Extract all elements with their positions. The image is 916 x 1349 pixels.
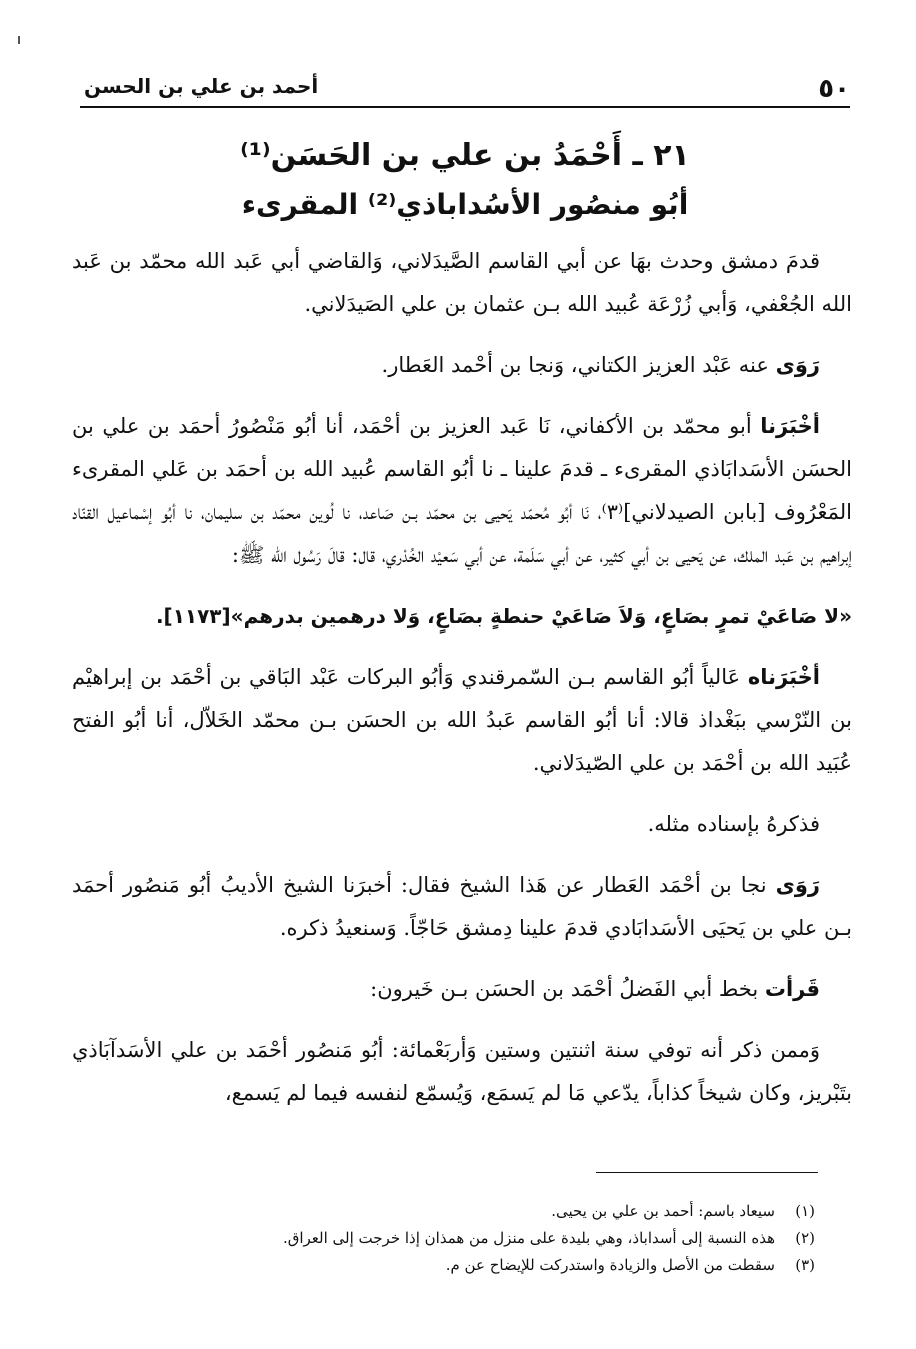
paragraph: [72, 968, 852, 1011]
footnote-divider: [596, 1172, 818, 1173]
footnote: [200, 1198, 815, 1225]
hadith-text: «لا صَاعَيْ تمرٍ بصَاعٍ، وَلاَ صَاعَيْ حنطةٍ بصَاعٍ، وَلا درهمين بدرهم»[١١٧٣].: [155, 604, 852, 628]
footnote-text: سقطت من الأصل والزيادة واستدركت للإيضاح عن م.: [445, 1256, 775, 1274]
footnotes: [200, 1198, 815, 1279]
paragraph-text: وَممن ذكر أنه توفي سنة اثنتين وستين وَأربَعْمائة: أبُو مَنصُور أحْمَد بن علي الأسَدآبَاذي بتَبْريز، وكان شيخاً كذاباً، يدّعي مَا لم يَسمَع، وَيُسمّع لنفسه فيما لم يَسمع،: [72, 1038, 852, 1105]
paragraph-lead: قَرأت: [764, 977, 820, 1001]
footnote: [200, 1252, 815, 1279]
paragraph: [72, 656, 852, 785]
footnote-number: (٣): [795, 1256, 815, 1274]
entry-title: ٢١ ـ أَحْمَدُ بن علي بن الحَسَن⁽¹⁾: [240, 138, 690, 173]
footnote: [200, 1225, 815, 1252]
paragraph-text: أبو محمّد بن الأكفاني، نَا عَبد العزيز بن أحْمَد، أنا أبُو مَنْصُورُ أحمَد بن علي بن الحسَن الأسَدابَاذي المقرىء ـ قدمَ علينا ـ نا أبُو القاسم عُبيد الله بن أحمَد بن عَلي المقرىء المَعْرُوف [بابن الصيدلاني]⁽٣⁾، نَا أبُو مُحمّد يَحيى بن محمّد بـن صَاعد، نا لُوين محمّد بن سليمان، نا أبُو إسْماعيل القنّاد إبراهيم بن عَبد الملك، عن يَحيى بن أبي كثير، عن أبي سَلَمة، عن أبي سَعيْد الخُدْري، قال: قالَ رَسُول الله ﷺ:: [72, 414, 852, 567]
paragraph-text: نجا بن أحْمَد العَطار عن هَذا الشيخ فقال: أخبرَنا الشيخ الأديبُ أبُو مَنصُور أحمَد بـن علي بن يَحيَى الأسَدابَادي قدمَ علينا دِمشق حَاجّاً. وَسنعيدُ ذكره.: [72, 873, 852, 940]
paragraph-text: عنه عَبْد العزيز الكتاني، وَنجا بن أحْمد العَطار.: [381, 353, 776, 377]
running-title: أحمد بن علي بن الحسن: [84, 74, 319, 98]
paragraph-lead: أخْبَرَنا: [760, 414, 820, 438]
entry-subtitle: أبُو منصُور الأسُداباذي⁽²⁾ المقرىء: [241, 188, 689, 221]
paragraph: [72, 864, 852, 950]
paragraph-text: بخط أبي الفَضلُ أحْمَد بن الحسَن بـن خَيرون:: [370, 977, 765, 1001]
paragraph-lead: أخْبَرَناه: [747, 665, 820, 689]
scan-mark: [18, 36, 20, 44]
paragraph: [72, 1029, 852, 1115]
paragraph: [72, 344, 852, 387]
paragraph-text: قدمَ دمشق وحدث بهَا عن أبي القاسم الصَّيدَلاني، وَالقاضي أبي عَبد الله محمّد بن عَبد الله الجُعْفي، وَأبي زُرْعَة عُبيد الله بـن عثمان بن علي الصَيدَلاني.: [72, 249, 852, 316]
footnote-number: (٢): [795, 1229, 815, 1247]
paragraph-lead: رَوَى: [775, 353, 820, 377]
page-number: ٥٠: [818, 74, 850, 104]
footnote-text: سيعاد باسم: أحمد بن علي بن يحيى.: [551, 1202, 775, 1220]
paragraph-text: فذكرهُ بإسناده مثله.: [647, 812, 820, 836]
body-text: [72, 240, 852, 1133]
paragraph-lead: رَوَى: [775, 873, 820, 897]
footnote-text: هذه النسبة إلى أسداباذ، وهي بليدة على منزل من همذان إذا خرجت إلى العراق.: [282, 1229, 775, 1247]
page-header: [80, 70, 850, 108]
paragraph: [72, 240, 852, 326]
paragraph: [72, 803, 852, 846]
paragraph-text: عَالياً أبُو القاسم بـن السّمرقندي وَأبُو البركات عَبْد البَاقي بن أحْمَد بن إبراهيْم بن النّرْسي ببَغْداذ قالا: أنا أبُو القاسم عَبدُ الله بن الحسَن بـن محمّد الخَلاّل، أنا أبُو الفتح عُبَيد الله بن أحْمَد بن علي الصّيدَلاني.: [72, 665, 852, 775]
paragraph: [72, 405, 852, 577]
footnote-number: (١): [795, 1202, 815, 1220]
